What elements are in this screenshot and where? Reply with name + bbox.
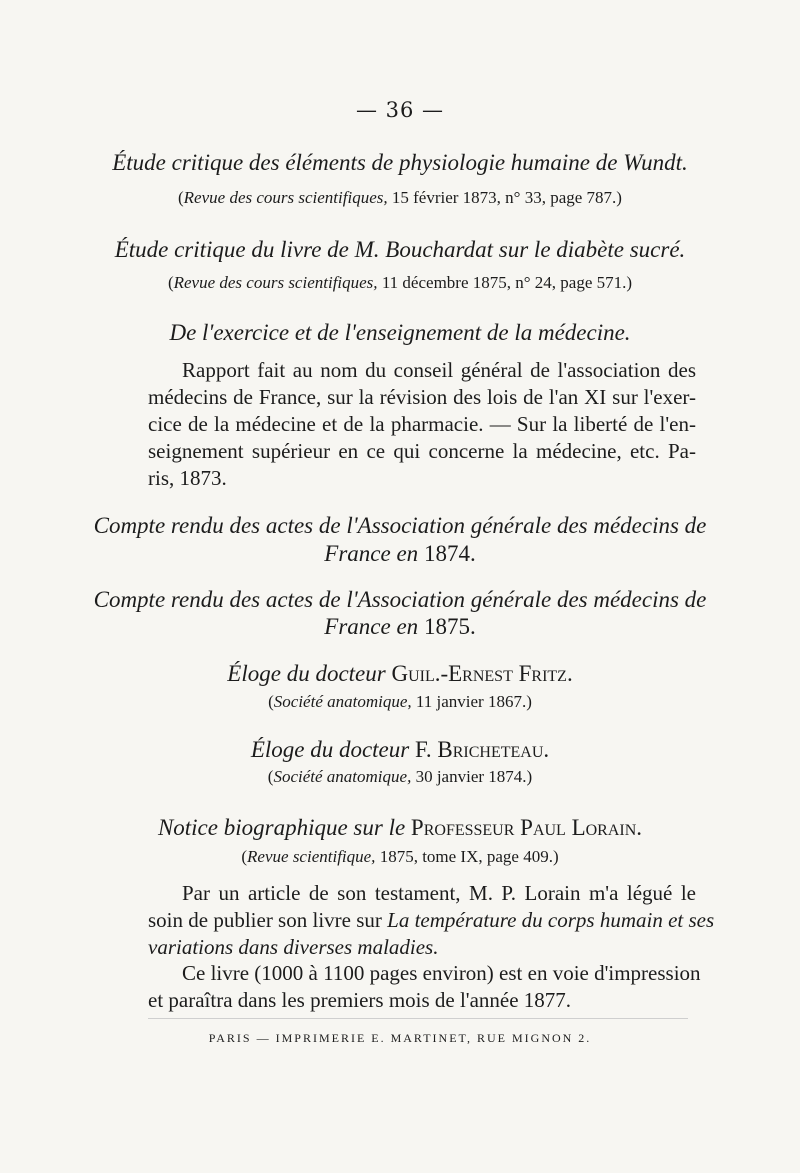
- entry-compte-rendu-1874-line2: [0, 541, 800, 567]
- person-name: Guil.-Ernest Fritz.: [391, 661, 573, 686]
- reference-details: 15 février 1873, n° 33, page 787.): [391, 188, 622, 207]
- entry-notice-lorain-title: [0, 815, 800, 841]
- journal-name: Revue des cours scientifiques,: [183, 188, 388, 207]
- entry-exercice-description: [148, 357, 696, 492]
- journal-name: Revue des cours scientifiques,: [173, 273, 378, 292]
- testament-paragraph: [148, 880, 715, 961]
- reference-details: 1875, tome IX, page 409.): [379, 847, 559, 866]
- entry-bouchardat-title: Étude critique du livre de M. Bouchardat sur le diabète sucré.: [114, 237, 686, 262]
- entry-eloge-fritz-title: [0, 661, 800, 687]
- entry-wundt-reference: (Revue des cours scientifiques, 15 février 1873, n° 33, page 787.): [178, 188, 622, 207]
- paragraph-line: Ce livre (1000 à 1100 pages environ) est en voie d'impression: [182, 961, 701, 985]
- book-title: La température du corps humain et ses: [387, 908, 715, 932]
- entry-eloge-fritz-reference: (Société anatomique, 11 janvier 1867.): [268, 692, 532, 711]
- title-text: Éloge du docteur: [227, 661, 386, 686]
- page-number: — 36 —: [355, 98, 445, 122]
- entry-eloge-bricheteau-title: [0, 737, 800, 763]
- reference-details: 30 janvier 1874.): [415, 767, 533, 786]
- entry-compte-rendu-1874-line1: Compte rendu des actes de l'Association générale des médecins de: [93, 513, 707, 538]
- reference-details: 11 janvier 1867.): [415, 692, 532, 711]
- footer-divider: [148, 1018, 688, 1019]
- entry-wundt-title: Étude critique des éléments de physiologie humaine de Wundt.: [112, 150, 688, 175]
- description-line: ris, 1873.: [148, 466, 227, 490]
- book-title-cont: variations dans diverses maladies.: [148, 935, 439, 959]
- year-text: 1875.: [423, 614, 476, 639]
- printer-footer: PARIS — IMPRIMERIE E. MARTINET, RUE MIGNON 2.: [208, 1031, 592, 1045]
- paragraph-line: Par un article de son testament, M. P. Lorain m'a légué le: [182, 881, 696, 905]
- title-text: Notice biographique sur le: [157, 815, 406, 840]
- person-name: F. Bricheteau.: [414, 737, 550, 762]
- person-name: Professeur Paul Lorain.: [410, 815, 643, 840]
- description-line: cice de la médecine et de la pharmacie. — Sur la liberté de l'en-: [148, 412, 696, 436]
- title-text: Éloge du docteur: [250, 737, 410, 762]
- paragraph-line: [148, 934, 696, 961]
- paragraph-line: et paraîtra dans les premiers mois de l'année 1877.: [148, 988, 572, 1012]
- description-line: médecins de France, sur la révision des lois de l'an XI sur l'exer-: [148, 385, 696, 409]
- reference-details: 11 décembre 1875, n° 24, page 571.): [381, 273, 633, 292]
- description-line: Rapport fait au nom du conseil général de l'association des: [182, 358, 696, 382]
- journal-name: Société anatomique,: [273, 692, 412, 711]
- journal-name: Société anatomique,: [273, 767, 412, 786]
- entry-compte-rendu-1875-line2: [0, 614, 800, 640]
- journal-name: Revue scientifique,: [247, 847, 376, 866]
- entry-bouchardat-reference: (Revue des cours scientifiques, 11 décembre 1875, n° 24, page 571.): [167, 273, 633, 292]
- entry-exercice-title: De l'exercice et de l'enseignement de la médecine.: [169, 320, 631, 345]
- entry-compte-rendu-1875-line1: Compte rendu des actes de l'Association générale des médecins de: [93, 587, 707, 612]
- description-line: seignement supérieur en ce qui concerne la médecine, etc. Pa-: [148, 439, 696, 463]
- text-run: soin de publier son livre sur: [148, 908, 382, 932]
- entry-notice-lorain-reference: (Revue scientifique, 1875, tome IX, page 409.): [241, 847, 559, 866]
- place-text: France en: [324, 541, 419, 566]
- paragraph-line: [148, 907, 715, 934]
- entry-eloge-bricheteau-reference: (Société anatomique, 30 janvier 1874.): [267, 767, 533, 786]
- printing-paragraph: [148, 960, 701, 1014]
- place-text: France en: [324, 614, 419, 639]
- year-text: 1874.: [423, 541, 476, 566]
